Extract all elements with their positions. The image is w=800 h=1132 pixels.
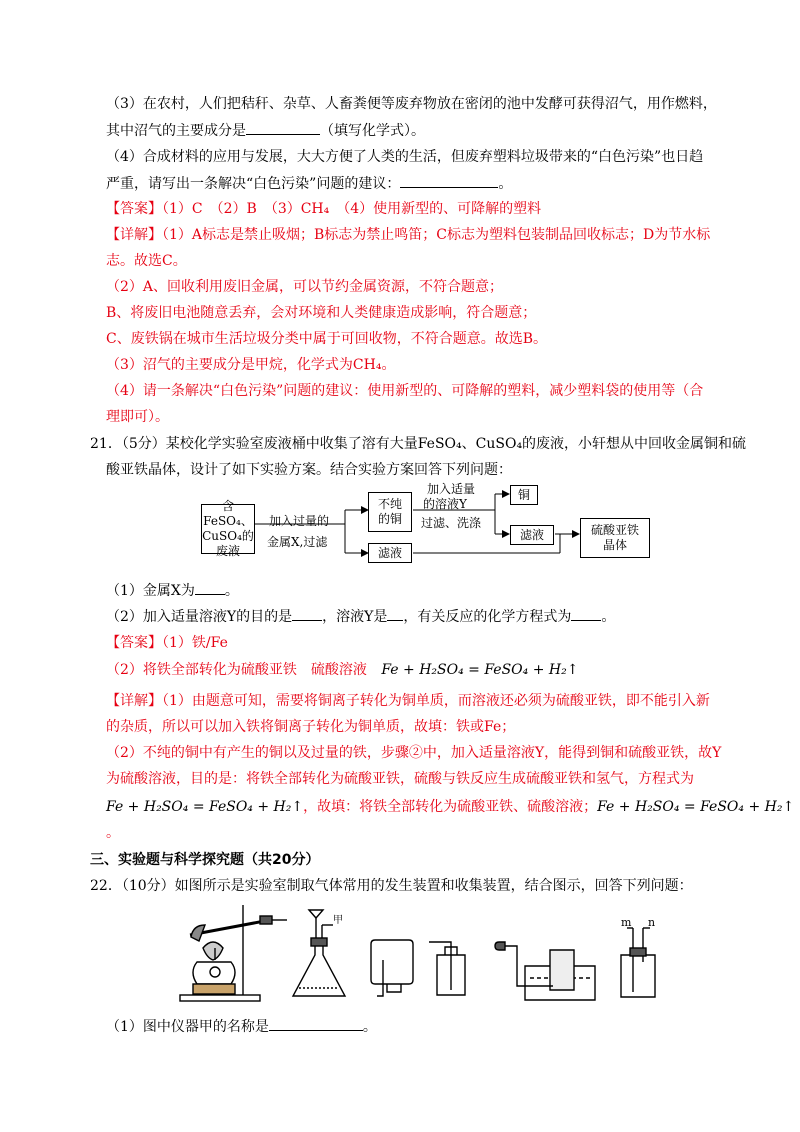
- sub-question-text: （1）金属X为: [106, 583, 195, 599]
- question-stem: （10分）如图所示是实验室制取气体常用的发生装置和收集装置，结合图示，回答下列问题：: [121, 878, 693, 894]
- box-text: 不纯: [377, 497, 402, 511]
- detail-text: （1）A标志是禁止吸烟；B标志为禁止鸣笛；C标志为塑料包装制品回收标志；D为节水标: [162, 227, 711, 243]
- q21-detail-2c: [106, 797, 794, 817]
- q20-detail-2c: C、废铁锅在城市生活垃圾分类中属于可回收物，不符合题意。故选B。: [106, 331, 547, 347]
- waste-liquid-box: [201, 499, 255, 558]
- sub-question-text: ，溶液Y是: [322, 609, 388, 625]
- label-jia: 甲: [333, 915, 343, 926]
- detail-text: ，故填：将铁全部转化为硫酸亚铁、硫酸溶液；: [303, 799, 598, 815]
- q20-detail-1b: 志。故选C。: [106, 253, 187, 269]
- box-text: 的铜: [377, 512, 402, 526]
- q20-detail-1: [106, 225, 710, 245]
- q21-answer-1: [106, 633, 228, 653]
- q21-answer-2: [106, 660, 578, 680]
- q20-part4-line2: [106, 173, 512, 194]
- answer-text: （1）铁/Fe: [162, 635, 228, 651]
- box-text: 废液: [215, 544, 240, 558]
- filtrate-box-2: 滤液: [510, 525, 554, 545]
- box-text: 含FeSO₄、: [203, 499, 253, 528]
- sub-question-text: （1）图中仪器甲的名称是: [106, 1019, 269, 1035]
- detail-tag: 【详解】: [106, 693, 162, 709]
- q20-detail-3: （3）沼气的主要成分是甲烷，化学式为CH₄。: [106, 357, 396, 373]
- q20-part4-text: 严重，请写出一条解决“白色污染”问题的建议：: [106, 176, 401, 192]
- step1-label-bottom: 金属X,过滤: [267, 535, 328, 549]
- detail-text: （1）由题意可知，需要将铜离子转化为铜单质，而溶液还必须为硫酸亚铁，即不能引入新: [162, 693, 710, 709]
- detail-tag: 【详解】: [106, 227, 162, 243]
- answer-blank[interactable]: [269, 1016, 363, 1031]
- step2-label-c: 过滤、洗涤: [421, 516, 482, 530]
- step2-label-b: 的溶液Y: [423, 497, 467, 511]
- label-m: m: [621, 916, 632, 929]
- q20-part3-text: 其中沼气的主要成分是: [106, 123, 246, 139]
- q21-detail-2: （2）不纯的铜中有产生的铜以及过量的铁，步骤②中，加入适量溶液Y，能得到铜和硫酸亚铁，故Y: [106, 745, 722, 761]
- q20-part3-line1: （3）在农村，人们把秸秆、杂草、人畜粪便等废弃物放在密闭的池中发酵可获得沼气，用作燃料，: [106, 96, 717, 112]
- answer-tag: 【答案】: [106, 201, 162, 217]
- q20-part4-tail: 。: [498, 176, 513, 192]
- ferrous-sulfate-crystal-box: [580, 518, 650, 558]
- box-text: 硫酸亚铁: [590, 523, 639, 537]
- filtrate-box: 滤液: [368, 543, 412, 563]
- q22-stem: [90, 876, 693, 896]
- sub-question-text: ，有关反应的化学方程式为: [403, 609, 572, 625]
- q21-detail-2b: 为硫酸溶液，目的是：将铁全部转化为硫酸亚铁，硫酸与铁反应生成硫酸亚铁和氢气，方程式为: [106, 771, 694, 787]
- q21-detail-1: [106, 691, 710, 711]
- sub-question-tail: 。: [601, 609, 616, 625]
- step2-label-a: 加入适量: [427, 482, 476, 496]
- section-title: 三、实验题与科学探究题（共20分）: [90, 852, 320, 868]
- answer-blank[interactable]: [571, 606, 601, 621]
- box-text: 晶体: [602, 538, 627, 552]
- q21-sub1: [106, 580, 239, 601]
- answer-text: （1）C （2）B （3）CH₄ （4）使用新型的、可降解的塑料: [162, 201, 542, 217]
- apparatus-figure: [175, 900, 665, 1012]
- q20-detail-4b: 理即可）。: [106, 409, 169, 425]
- impure-copper-box: [368, 492, 412, 532]
- q20-detail-2b: B、将废旧电池随意丢弃，会对环境和人类健康造成影响，符合题意；: [106, 305, 537, 321]
- q20-part3-line2: [106, 120, 425, 141]
- sub-question-text: （2）加入适量溶液Y的目的是: [106, 609, 293, 625]
- q21-stem-line2: 酸亚铁晶体，设计了如下实验方案。结合实验方案回答下列问题：: [106, 462, 512, 478]
- answer-blank[interactable]: [400, 173, 498, 188]
- answer-blank[interactable]: [195, 580, 225, 595]
- box-text: CuSO₄的: [202, 529, 254, 543]
- chemical-equation: Fe + H₂SO₄ = FeSO₄ + H₂↑: [381, 662, 579, 678]
- answer-blank[interactable]: [246, 120, 320, 135]
- flow-chart: [195, 480, 655, 572]
- q20-detail-2: （2）A、回收利用废旧金属，可以节约金属资源，不符合题意；: [106, 279, 504, 295]
- question-number: 22．: [90, 878, 122, 894]
- chemical-equation: Fe + H₂SO₄ = FeSO₄ + H₂↑: [597, 799, 795, 815]
- question-number: 21．: [90, 436, 122, 452]
- q21-sub2: [106, 606, 615, 627]
- q21-stem-line1: [90, 434, 746, 454]
- q20-detail-4: （4）请一条解决“白色污染”问题的建议：使用新型的、可降解的塑料，减少塑料袋的使用等（合: [106, 383, 704, 399]
- chemical-equation: Fe + H₂SO₄ = FeSO₄ + H₂↑: [106, 799, 304, 815]
- q20-part4-line1: （4）合成材料的应用与发展，大大方便了人类的生活，但废弃塑料垃圾带来的“白色污染”也日趋: [106, 149, 704, 165]
- answer-blank[interactable]: [387, 606, 403, 621]
- answer-blank[interactable]: [292, 606, 322, 621]
- q21-detail-2d: 。: [106, 825, 120, 841]
- q21-detail-1b: 的杂质，所以可以加入铁将铜离子转化为铜单质，故填：铁或Fe；: [106, 719, 516, 735]
- sub-question-tail: 。: [362, 1019, 377, 1035]
- q22-sub1: [106, 1016, 377, 1037]
- q20-answer: [106, 199, 541, 219]
- sub-question-tail: 。: [224, 583, 239, 599]
- answer-text: （2）将铁全部转化为硫酸亚铁 硫酸溶液: [106, 662, 367, 678]
- question-stem: （5分）某校化学实验室废液桶中收集了溶有大量FeSO₄、CuSO₄的废液，小轩想从中回收金属铜和硫: [121, 436, 747, 452]
- copper-box: 铜: [510, 485, 538, 505]
- answer-tag: 【答案】: [106, 635, 162, 651]
- label-n: n: [648, 916, 656, 929]
- lab-apparatus-illustration: [175, 900, 665, 1012]
- q20-part3-tail: （填写化学式）。: [320, 123, 425, 139]
- step1-label-top: 加入过量的: [269, 514, 330, 528]
